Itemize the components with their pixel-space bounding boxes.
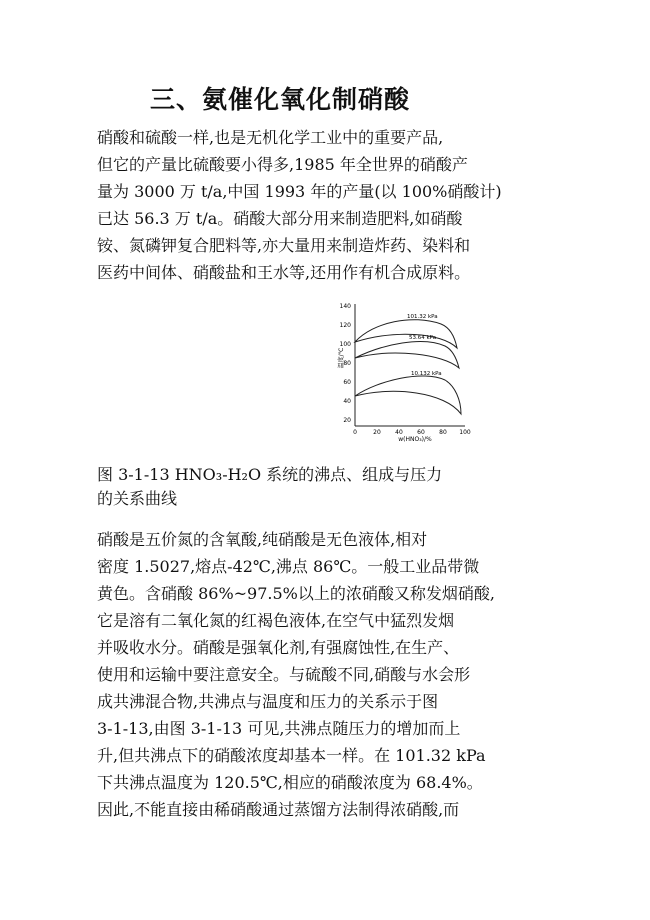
curve-10kpa — [355, 376, 461, 414]
text-line: 密度 1.5027,熔点-42℃,沸点 86℃。一般工业品带微 — [97, 557, 480, 576]
text-line: 但它的产量比硫酸要小得多,1985 年全世界的硝酸产 — [97, 155, 468, 174]
text-line: 下共沸点温度为 120.5℃,相应的硝酸浓度为 68.4%。 — [97, 773, 483, 792]
text-line: 成共沸混合物,共沸点与温度和压力的关系示于图 — [97, 692, 439, 711]
text-line: 硝酸和硫酸一样,也是无机化学工业中的重要产品, — [97, 128, 444, 147]
text-line: 黄色。含硝酸 86%~97.5%以上的浓硝酸又称发烟硝酸, — [97, 584, 495, 603]
y-tick-label: 40 — [343, 398, 351, 405]
caption-line: 图 3-1-13 HNO₃-H₂O 系统的沸点、组成与压力 — [97, 465, 443, 484]
text-line: 硝酸是五价氮的含氧酸,纯硝酸是无色液体,相对 — [97, 530, 428, 549]
phase-diagram-figure — [333, 296, 483, 442]
section-title: 三、氨催化氧化制硝酸 — [150, 85, 411, 114]
text-line: 使用和运输中要注意安全。与硫酸不同,硝酸与水会形 — [97, 665, 471, 684]
x-tick-label: 40 — [395, 429, 403, 436]
curve-label: 53.64 kPa — [409, 335, 437, 341]
x-tick-label: 80 — [439, 429, 447, 436]
text-line: 因此,不能直接由稀硝酸通过蒸馏方法制得浓硝酸,而 — [97, 800, 460, 819]
y-tick-label: 140 — [339, 303, 351, 310]
curve-label: 101.32 kPa — [407, 314, 438, 320]
curve-label: 10.132 kPa — [411, 371, 442, 377]
x-tick-labels — [353, 429, 471, 436]
text-line: 量为 3000 万 t/a,中国 1993 年的产量(以 100%硝酸计) — [97, 182, 502, 201]
y-tick-label: 100 — [339, 341, 351, 348]
y-tick-label: 80 — [343, 360, 351, 367]
text-line: 升,但共沸点下的硝酸浓度却基本一样。在 101.32 kPa — [97, 746, 486, 765]
text-line: 3-1-13,由图 3-1-13 可见,共沸点随压力的增加而上 — [97, 719, 461, 738]
curve-101kpa — [355, 320, 457, 348]
x-tick-label: 100 — [459, 429, 471, 436]
text-line: 医药中间体、硝酸盐和王水等,还用作有机合成原料。 — [97, 263, 471, 282]
x-tick-label: 0 — [353, 429, 357, 436]
x-tick-label: 60 — [417, 429, 425, 436]
curve-53kpa — [355, 342, 459, 368]
x-tick-label: 20 — [373, 429, 381, 436]
text-line: 铵、氮磷钾复合肥料等,亦大量用来制造炸药、染料和 — [97, 236, 471, 255]
caption-line: 的关系曲线 — [97, 489, 178, 508]
x-axis-label: w(HNO₃)/% — [398, 436, 432, 442]
y-tick-label: 120 — [339, 322, 351, 329]
text-line: 已达 56.3 万 t/a。硝酸大部分用来制造肥料,如硝酸 — [97, 209, 463, 228]
phase-diagram-svg — [333, 296, 483, 442]
y-tick-label: 60 — [343, 379, 351, 386]
y-tick-label: 20 — [343, 417, 351, 424]
text-line: 并吸收水分。硝酸是强氧化剂,有强腐蚀性,在生产、 — [97, 638, 460, 657]
text-line: 它是溶有二氧化氮的红褐色液体,在空气中猛烈发烟 — [97, 611, 455, 630]
y-axis-label: 温度/℃ — [338, 347, 345, 369]
